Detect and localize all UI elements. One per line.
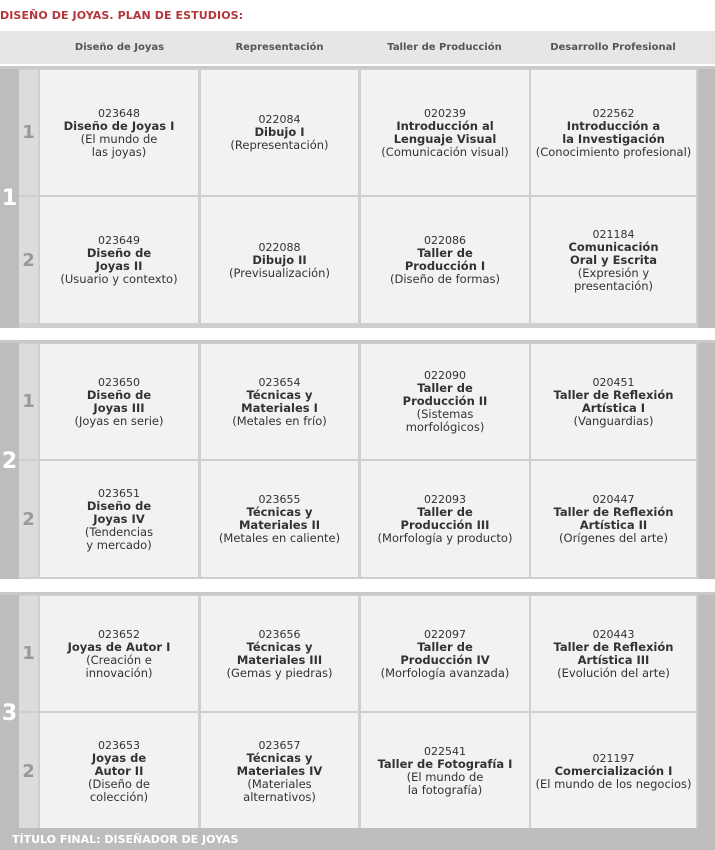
right-strip [698, 69, 715, 328]
header-spacer [0, 31, 40, 64]
column-header-representacion: Representación [235, 42, 324, 53]
semester-label: 2 [19, 713, 38, 829]
course-name: Técnicas y Materiales IV [236, 750, 323, 778]
course-code: 022097 [424, 627, 466, 641]
semester-label: 1 [19, 344, 38, 459]
right-strip [698, 595, 715, 831]
course-name: Comunicación Oral y Escrita [568, 239, 659, 267]
course-name: Taller de Producción III [400, 505, 490, 532]
course-subtitle: (Diseño de formas) [390, 272, 500, 286]
course-code: 022541 [424, 745, 466, 758]
course-name: Dibujo I [254, 125, 305, 139]
course-code: 022084 [258, 113, 301, 126]
course-name: Taller de Producción IV [400, 639, 490, 667]
course-code: 022088 [258, 240, 301, 254]
course-name: Introducción al Lenguaje Visual [393, 118, 497, 146]
course-subtitle: (Creación e innovación) [85, 652, 153, 680]
course-code: 020451 [592, 375, 635, 389]
course-subtitle: (Vanguardias) [573, 413, 654, 428]
column-header-diseno: Diseño de Joyas [74, 42, 165, 53]
semester-label: 1 [19, 596, 38, 711]
course-name: Diseño de Joyas III [86, 387, 152, 415]
course-name: Diseño de Joyas I [63, 118, 175, 133]
course-subtitle: (Expresión y presentación) [573, 265, 654, 293]
course-name: Técnicas y Materiales I [241, 387, 318, 415]
course-subtitle: (Evolución del arte) [557, 665, 670, 680]
course-cell [531, 713, 696, 829]
course-code: 022093 [424, 493, 466, 506]
course-name: Técnicas y Materiales II [238, 505, 321, 532]
year-block-1 [0, 66, 715, 328]
course-cell [40, 461, 198, 577]
course-subtitle: (Representación) [230, 138, 329, 152]
course-subtitle: (Morfología y producto) [377, 531, 513, 545]
course-cell [361, 596, 529, 711]
course-subtitle: (El mundo de los negocios) [535, 776, 692, 791]
course-name: Diseño de Joyas II [86, 246, 152, 273]
course-subtitle: (El mundo de la fotografía) [406, 770, 484, 797]
course-subtitle: (Sistemas morfológicos) [405, 407, 485, 434]
course-subtitle: (Usuario y contexto) [60, 272, 178, 286]
course-name: Taller de Reflexión Artística III [553, 639, 674, 667]
course-cell [531, 344, 696, 459]
course-subtitle: (Diseño de colección) [88, 776, 150, 804]
course-cell [201, 461, 358, 577]
semester-label: 1 [19, 70, 38, 195]
course-code: 021197 [592, 751, 635, 765]
course-name: Taller de Fotografía I [377, 757, 513, 771]
column-header-row [0, 31, 715, 64]
course-cell [531, 596, 696, 711]
course-cell [531, 461, 696, 577]
course-code: 021184 [592, 227, 635, 241]
final-title: TÍTULO FINAL: DISEÑADOR DE JOYAS [0, 828, 715, 850]
course-cell [201, 596, 358, 711]
course-name: Técnicas y Materiales III [236, 639, 323, 667]
course-code: 023657 [258, 738, 301, 752]
course-cell [40, 197, 198, 323]
course-code: 022086 [424, 234, 466, 247]
course-cell [40, 70, 198, 195]
year-block-3 [0, 592, 715, 831]
course-name: Dibujo II [252, 252, 307, 267]
page-title: DISEÑO DE JOYAS. PLAN DE ESTUDIOS: [0, 9, 244, 22]
column-header-desarrollo: Desarrollo Profesional [550, 42, 676, 53]
year-label: 2 [0, 343, 19, 579]
course-code: 020447 [592, 493, 635, 506]
course-cell [201, 70, 358, 195]
course-cell [201, 197, 358, 323]
year-label: 3 [0, 595, 19, 831]
semester-label: 2 [19, 461, 38, 577]
course-code: 023652 [98, 627, 140, 641]
year-block-2 [0, 340, 715, 579]
course-code: 022562 [592, 106, 635, 120]
course-name: Taller de Producción II [402, 381, 488, 408]
course-code: 023649 [98, 234, 140, 247]
course-name: Diseño de Joyas IV [86, 498, 152, 526]
right-strip [698, 343, 715, 579]
course-subtitle: (Comunicación visual) [381, 144, 509, 159]
course-code: 023651 [98, 486, 140, 500]
course-code: 023656 [258, 627, 301, 641]
course-code: 022090 [424, 369, 466, 382]
column-header-taller: Taller de Producción [387, 42, 502, 53]
course-name: Comercialización I [554, 763, 673, 778]
course-cell [361, 713, 529, 829]
course-subtitle: (El mundo de las joyas) [80, 131, 158, 159]
course-subtitle: (Previsualización) [229, 265, 330, 280]
course-cell [40, 713, 198, 829]
course-cell [201, 713, 358, 829]
course-cell [531, 197, 696, 323]
course-cell [361, 461, 529, 577]
course-cell [361, 344, 529, 459]
course-subtitle: (Conocimiento profesional) [535, 144, 692, 159]
course-subtitle: (Orígenes del arte) [559, 531, 668, 545]
course-subtitle: (Joyas en serie) [74, 413, 164, 428]
course-subtitle: (Tendencias y mercado) [84, 524, 154, 552]
course-code: 020239 [424, 106, 466, 120]
course-subtitle: (Metales en caliente) [218, 531, 341, 545]
course-cell [361, 70, 529, 195]
course-name: Taller de Producción I [404, 246, 486, 273]
course-cell [40, 344, 198, 459]
year-label: 1 [0, 69, 19, 328]
course-subtitle: (Metales en frío) [232, 413, 327, 428]
course-code: 023655 [258, 493, 301, 506]
course-cell [40, 596, 198, 711]
semester-label: 2 [19, 197, 38, 323]
course-name: Taller de Reflexión Artística I [553, 387, 674, 415]
course-subtitle: (Materiales alternativos) [243, 776, 316, 804]
course-code: 023648 [98, 106, 140, 120]
course-cell [531, 70, 696, 195]
course-code: 023650 [98, 375, 140, 389]
course-name: Taller de Reflexión Artística II [553, 505, 674, 532]
course-cell [201, 344, 358, 459]
course-code: 020443 [592, 627, 635, 641]
course-name: Joyas de Autor I [67, 639, 171, 654]
course-code: 023653 [98, 738, 140, 752]
course-subtitle: (Gemas y piedras) [226, 665, 333, 680]
course-cell [361, 197, 529, 323]
course-code: 023654 [258, 375, 301, 389]
course-name: Introducción a la Investigación [562, 118, 665, 146]
course-name: Joyas de Autor II [91, 750, 147, 778]
course-subtitle: (Morfología avanzada) [380, 665, 510, 680]
